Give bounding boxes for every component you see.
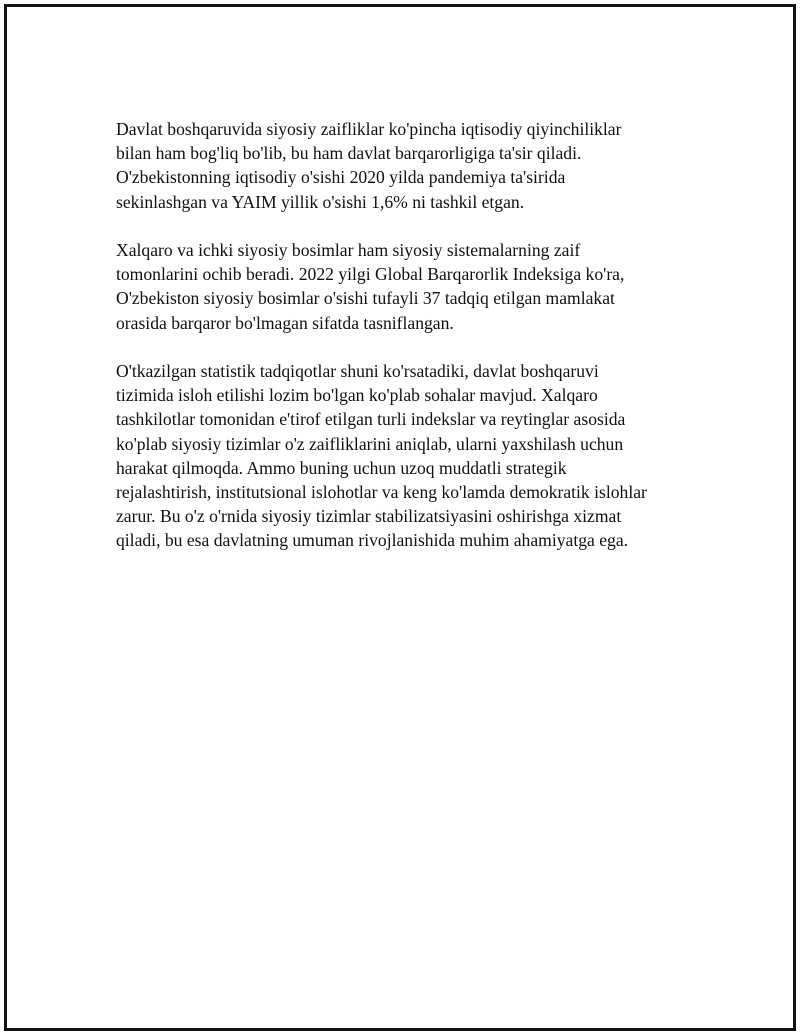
- paragraph-2: Xalqaro va ichki siyosiy bosimlar ham siyosiy sistemalarning zaif tomonlarini ochib beradi. 2022 yilgi Global Barqarorlik Indeksiga ko'ra, O'zbekiston siyosiy bosimlar o'sishi tufayli 37 tadqiq etilgan mamlakat orasida barqaror bo'lmagan sifatda tasniflangan.: [116, 240, 625, 333]
- paragraph-1: Davlat boshqaruvida siyosiy zaifliklar ko'pincha iqtisodiy qiyinchiliklar bilan ham bog'liq bo'lib, bu ham davlat barqarorligiga ta'sir qiladi. O'zbekistonning iqtisodiy o'sishi 2020 yilda pandemiya ta'sirida sekinlashgan va YAIM yillik o'sishi 1,6% ni tashkil etgan.: [116, 119, 622, 212]
- paragraph-3: O'tkazilgan statistik tadqiqotlar shuni ko'rsatadiki, davlat boshqaruvi tizimida isloh etilishi lozim bo'lgan ko'plab sohalar mavjud. Xalqaro tashkilotlar tomonidan e'tirof etilgan turli indekslar va reytinglar asosida ko'plab siyosiy tizimlar o'z zaifliklarini aniqlab, ularni yaxshilash uchun harakat qilmoqda. Ammo buning uchun uzoq muddatli strategik rejalashtirish, institutsional islohotlar va keng ko'lamda demokratik islohlar zarur. Bu o'z o'rnida siyosiy tizimlar stabilizatsiyasini oshirishga xizmat qiladi, bu esa davlatning umuman rivojlanishida muhim ahamiyatga ega.: [116, 361, 647, 551]
- document-body: [116, 117, 686, 577]
